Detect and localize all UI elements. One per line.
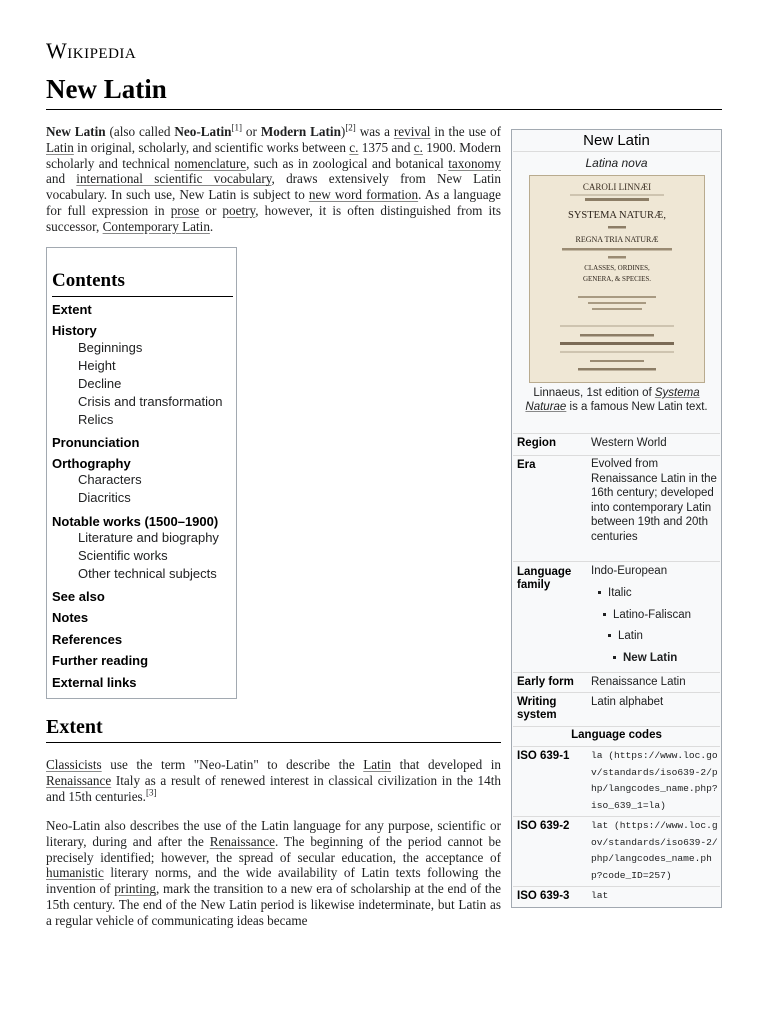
infobox-label-writing-system: Writing system — [517, 696, 557, 721]
link-renaissance-2[interactable]: Renaissance — [209, 833, 275, 849]
link-taxonomy[interactable]: taxonomy — [448, 155, 501, 171]
family-tree-item-italic[interactable]: Italic — [598, 587, 632, 599]
link-contemporary-latin[interactable]: Contemporary Latin — [102, 218, 210, 234]
link-revival[interactable]: revival — [393, 124, 431, 139]
infobox-value-iso-639-3[interactable]: lat — [591, 890, 609, 901]
term-new-latin: New Latin — [46, 124, 106, 139]
toc-item-further-reading[interactable]: Further reading — [52, 653, 149, 668]
toc-item-crisis-and-transformation[interactable]: Crisis and transformation — [78, 394, 223, 409]
title-page-line-1: CAROLI LINNÆI — [582, 182, 652, 192]
title-page-line-5: GENERA, & SPECIES. — [582, 275, 652, 283]
infobox-divider — [513, 151, 720, 152]
link-circa-1[interactable]: c. — [349, 139, 359, 155]
toc-item-scientific-works[interactable]: Scientific works — [78, 548, 168, 563]
link-new-word-formation[interactable]: new word formation — [308, 187, 419, 203]
infobox-language-codes-header: Language codes — [571, 729, 662, 741]
title-page-line-4: CLASSES, ORDINES, — [584, 264, 650, 272]
infobox-native-name: Latina nova — [585, 156, 648, 170]
link-circa-2[interactable]: c. — [413, 139, 423, 155]
family-tree-item-latin[interactable]: Latin — [608, 630, 643, 642]
toc-item-orthography[interactable]: Orthography — [52, 456, 131, 471]
infobox-value-iso-639-1[interactable]: la (https://www.loc.gov/standards/iso639-2/php/langcodes_name.php?iso_639_1=la) — [591, 750, 718, 811]
toc-item-diacritics[interactable]: Diacritics — [78, 490, 131, 505]
infobox-label-early-form: Early form — [517, 676, 574, 688]
infobox-label-language-family: Language family — [517, 566, 572, 591]
title-page-line-2: SYSTEMA NATURÆ, — [567, 210, 667, 221]
term-neo-latin: Neo-Latin — [174, 124, 232, 139]
link-humanistic[interactable]: humanistic — [46, 865, 104, 881]
toc-item-notable-works[interactable]: Notable works (1500–1900) — [52, 514, 219, 529]
title-page-line-3: REGNA TRIA NATURÆ — [575, 235, 659, 244]
infobox-label-iso-639-2: ISO 639-2 — [517, 820, 570, 832]
infobox-label-region: Region — [517, 437, 556, 449]
wikipedia-wordmark[interactable]: Wikipedia — [46, 38, 137, 63]
link-systema-naturae[interactable]: Systema Naturae — [525, 387, 700, 413]
link-printing[interactable]: printing — [114, 881, 156, 897]
infobox-label-era: Era — [517, 459, 536, 471]
infobox-title: New Latin — [583, 132, 650, 149]
toc-item-beginnings[interactable]: Beginnings — [78, 340, 143, 355]
link-international-scientific-vocabulary[interactable]: international scientific vocabulary — [76, 171, 272, 187]
toc-item-decline[interactable]: Decline — [78, 376, 122, 391]
toc-item-external-links[interactable]: External links — [52, 675, 137, 690]
intro-paragraph: New Latin (also called Neo-Latin[1] or Modern Latin)[2] was a revival in the use of Latin in original, scholarly, and scientific works between c. 1375 and c. 1900. Modern scholarly and technical nomenclature, such as in zoological and botanical taxonomy and international scientific vocabulary, draws extensively from New Latin vocabulary. In such use, New Latin is subject to new word formation. As a language for full expression in prose or poetry, however, it is often distinguished from its successor, Contemporary Latin. — [46, 122, 501, 234]
link-latin[interactable]: Latin — [46, 139, 74, 155]
toc-title: Contents — [52, 270, 233, 297]
infobox-value-early-form[interactable]: Renaissance Latin — [591, 676, 686, 688]
title-divider — [46, 109, 722, 110]
title-page-illustration — [530, 176, 704, 382]
infobox-label-iso-639-1: ISO 639-1 — [517, 750, 570, 762]
citation-3[interactable]: [3] — [145, 787, 157, 798]
systema-naturae-title-page-image[interactable] — [529, 175, 705, 383]
link-prose[interactable]: prose — [170, 202, 200, 218]
table-of-contents — [46, 247, 237, 699]
page-title: New Latin — [46, 74, 167, 104]
citation-1[interactable]: [1] — [231, 122, 243, 133]
toc-item-pronunciation[interactable]: Pronunciation — [52, 435, 140, 450]
family-tree-item-new-latin: New Latin — [613, 652, 677, 664]
infobox-value-iso-639-2[interactable]: lat (https://www.loc.gov/standards/iso639-2/php/langcodes_name.php?code_ID=257) — [591, 820, 718, 881]
infobox-value-family-root: Indo-European — [591, 565, 668, 577]
toc-item-other-technical-subjects[interactable]: Other technical subjects — [78, 566, 217, 581]
language-infobox — [511, 129, 722, 908]
toc-item-notes[interactable]: Notes — [52, 610, 89, 625]
toc-item-references[interactable]: References — [52, 632, 123, 647]
toc-item-extent[interactable]: Extent — [52, 302, 92, 317]
infobox-image-caption: Linnaeus, 1st edition of Systema Naturae is a famous New Latin text. — [525, 387, 708, 413]
infobox-label-iso-639-3: ISO 639-3 — [517, 890, 570, 902]
link-poetry[interactable]: poetry — [222, 202, 256, 218]
term-modern-latin: Modern Latin — [260, 124, 341, 139]
toc-item-history[interactable]: History — [52, 323, 97, 338]
extent-paragraph-2: Neo-Latin also describes the use of the Latin language for any purpose, scientific or literary, during and after the Renaissance. The beginning of the period cannot be precisely identified; however, the spread of secular education, the acceptance of humanistic literary norms, and the wide availability of Latin texts following the invention of printing, mark the transition to a new era of scholarship at the end of the 15th century. The end of the New Latin period is likewise indeterminate, but Latin as a regular vehicle of communicating ideas became — [46, 818, 502, 928]
toc-item-relics[interactable]: Relics — [78, 412, 114, 427]
extent-paragraph-1: Classicists use the term "Neo-Latin" to describe the Latin that developed in Renaissance Italy as a result of renewed interest in classical civilization in the 14th and 15th centuries.[3] — [46, 757, 501, 804]
family-tree-item-latino-faliscan[interactable]: Latino-Faliscan — [603, 609, 691, 621]
toc-item-height[interactable]: Height — [78, 358, 116, 373]
toc-item-see-also[interactable]: See also — [52, 589, 105, 604]
section-heading-extent: Extent — [46, 716, 501, 743]
link-renaissance[interactable]: Renaissance — [46, 772, 112, 788]
toc-item-characters[interactable]: Characters — [78, 472, 142, 487]
infobox-value-era: Evolved from Renaissance Latin in the 16th century; developed into contemporary Latin between 19th and 20th centuries — [591, 458, 717, 543]
link-latin-2[interactable]: Latin — [363, 757, 392, 772]
infobox-value-region: Western World — [591, 437, 667, 449]
link-classicists[interactable]: Classicists — [46, 757, 102, 772]
citation-2[interactable]: [2] — [345, 122, 356, 133]
infobox-value-writing-system[interactable]: Latin alphabet — [591, 696, 664, 708]
link-nomenclature[interactable]: nomenclature — [174, 155, 247, 171]
toc-item-literature-and-biography[interactable]: Literature and biography — [78, 530, 219, 545]
